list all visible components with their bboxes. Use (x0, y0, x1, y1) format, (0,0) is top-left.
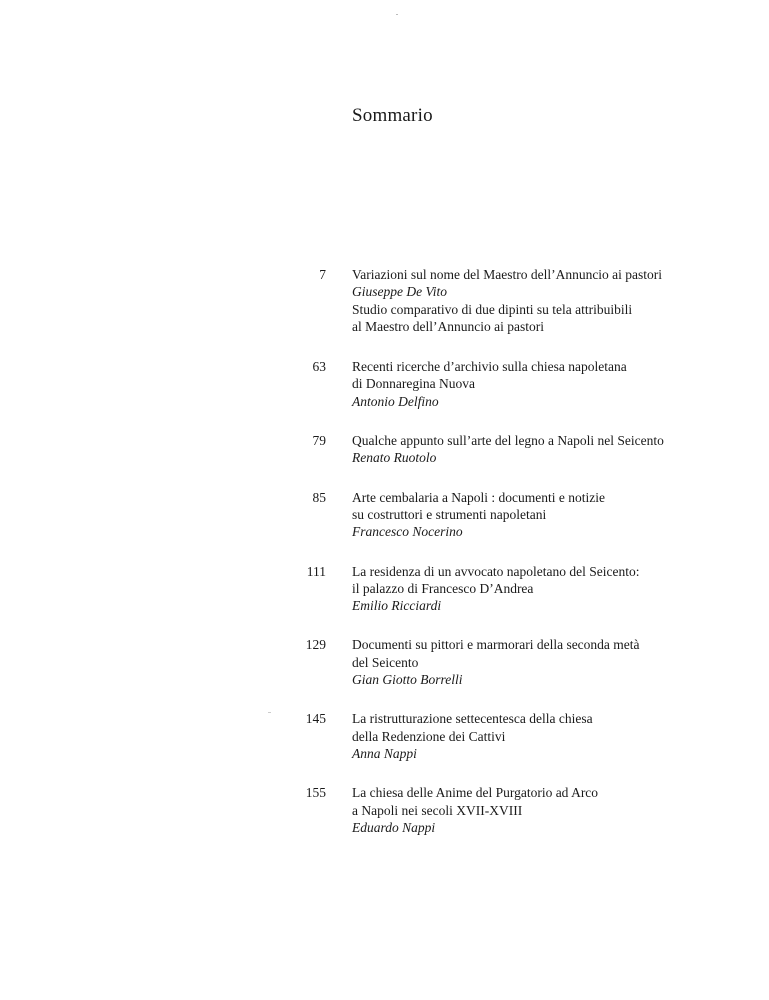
toc-entry-title-line: il palazzo di Francesco D’Andrea (352, 580, 534, 596)
toc-entry-title-line: a Napoli nei secoli XVII-XVIII (352, 802, 523, 818)
toc-page-number: 129 (305, 637, 326, 653)
toc-entry-title-line: Arte cembalaria a Napoli : documenti e notizie (352, 489, 606, 505)
toc-entry-body (352, 358, 732, 410)
toc-entry-title-line: di Donnaregina Nuova (352, 376, 475, 392)
toc-entry-author: Francesco Nocerino (352, 524, 463, 540)
toc-entry-title-line: La ristrutturazione settecentesca della chiesa (352, 711, 593, 727)
table-of-contents (0, 266, 769, 836)
toc-entry (0, 358, 769, 410)
toc-entry (0, 432, 769, 467)
toc-page-number: 7 (319, 267, 326, 282)
toc-page-number: 85 (312, 489, 326, 505)
toc-entry-title-line: su costruttori e strumenti napoletani (352, 506, 547, 522)
toc-entry-author: Anna Nappi (352, 745, 417, 761)
toc-entry-body (352, 266, 732, 335)
toc-entry-body (352, 784, 732, 836)
toc-entry-author: Antonio Delfino (352, 393, 439, 409)
toc-page-number: 145 (305, 711, 326, 727)
scan-speck (396, 14, 398, 15)
toc-entry-author: Renato Ruotolo (352, 450, 437, 466)
toc-entry-title-line: del Seicento (352, 654, 419, 670)
page-title: Sommario (352, 105, 433, 126)
toc-page-number: 111 (306, 563, 326, 579)
toc-entry-title-line: La residenza di un avvocato napoletano del Seicento: (352, 563, 640, 579)
toc-entry-author: Gian Giotto Borrelli (352, 672, 463, 688)
toc-entry-subtitle-line: al Maestro dell’Annuncio ai pastori (352, 318, 544, 334)
toc-entry-body (352, 710, 732, 762)
toc-entry-body (352, 432, 732, 467)
toc-entry (0, 636, 769, 688)
toc-entry (0, 489, 769, 541)
toc-entry (0, 266, 769, 335)
toc-entry-title-line: Recenti ricerche d’archivio sulla chiesa napoletana (352, 359, 627, 375)
toc-entry-title-line: della Redenzione dei Cattivi (352, 728, 506, 744)
toc-entry-title-line: Qualche appunto sull’arte del legno a Napoli nel Seicento (352, 433, 664, 449)
toc-entry-body (352, 489, 732, 541)
toc-page-number: 79 (312, 433, 326, 449)
toc-page-number: 155 (305, 785, 326, 801)
toc-entry-subtitle-line: Studio comparativo di due dipinti su tela attribuibili (352, 301, 633, 317)
toc-entry-body (352, 636, 732, 688)
toc-entry (0, 710, 769, 762)
toc-entry-body (352, 563, 732, 615)
toc-entry-title-line: La chiesa delle Anime del Purgatorio ad Arco (352, 785, 599, 801)
toc-entry (0, 784, 769, 836)
toc-entry-author: Emilio Ricciardi (352, 598, 442, 614)
toc-page-number: 63 (312, 359, 326, 375)
toc-entry-author: Giuseppe De Vito (352, 284, 447, 300)
toc-entry-title-line: Variazioni sul nome del Maestro dell’Annuncio ai pastori (352, 267, 663, 282)
toc-entry-title-line: Documenti su pittori e marmorari della seconda metà (352, 637, 640, 653)
toc-entry-author: Eduardo Nappi (352, 819, 436, 835)
toc-entry (0, 563, 769, 615)
